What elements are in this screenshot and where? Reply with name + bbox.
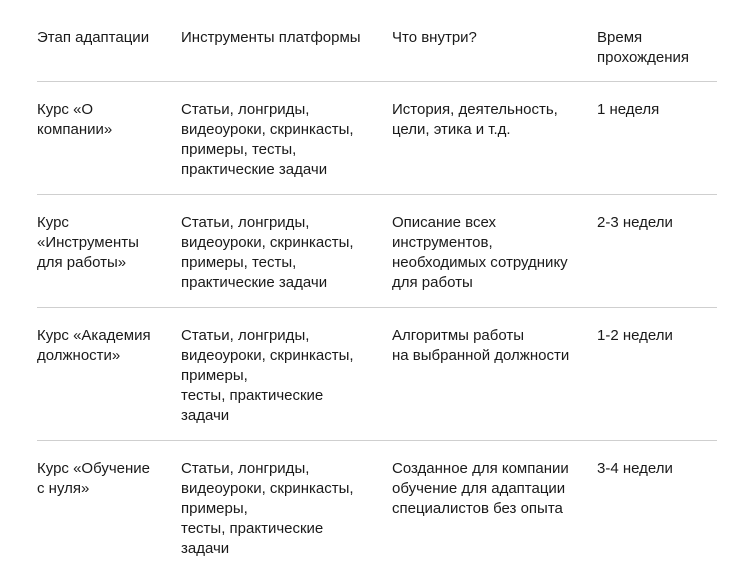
- content-cell: История, деятельность, цели, этика и т.д.: [392, 101, 558, 138]
- table-row: [37, 82, 717, 195]
- header-tools: Инструменты платформы: [181, 29, 361, 46]
- tools-cell: Статьи, лонгриды, видеоуроки, скринкасты, примеры, тесты, практические задачи: [181, 214, 354, 291]
- header-content: Что внутри?: [392, 29, 477, 46]
- time-cell: 2-3 недели: [597, 214, 673, 231]
- table-row: [37, 195, 717, 308]
- stage-cell: Курс «Академия должности»: [37, 327, 151, 364]
- adaptation-table: [37, 26, 717, 571]
- header-time: Время прохождения: [597, 29, 690, 66]
- tools-cell: Статьи, лонгриды, видеоуроки, скринкасты, примеры, тесты, практические задачи: [181, 101, 354, 178]
- content-cell: Созданное для компании обучение для адаптации специалистов без опыта: [392, 460, 569, 517]
- tools-cell: Статьи, лонгриды, видеоуроки, скринкасты, примеры, тесты, практические задачи: [181, 460, 354, 557]
- tools-cell: Статьи, лонгриды, видеоуроки, скринкасты, примеры, тесты, практические задачи: [181, 327, 354, 424]
- table-row: [37, 441, 717, 571]
- content-cell: Описание всех инструментов, необходимых сотруднику для работы: [392, 214, 568, 291]
- stage-cell: Курс «О компании»: [37, 101, 113, 138]
- header-stage: Этап адаптации: [37, 29, 150, 46]
- content-cell: Алгоритмы работы на выбранной должности: [392, 327, 570, 364]
- stage-cell: Курс «Инструменты для работы»: [37, 214, 139, 271]
- time-cell: 1 неделя: [597, 101, 660, 118]
- time-cell: 1-2 недели: [597, 327, 673, 344]
- table-header-row: [37, 26, 717, 82]
- time-cell: 3-4 недели: [597, 460, 673, 477]
- stage-cell: Курс «Обучение с нуля»: [37, 460, 151, 497]
- table-row: [37, 308, 717, 441]
